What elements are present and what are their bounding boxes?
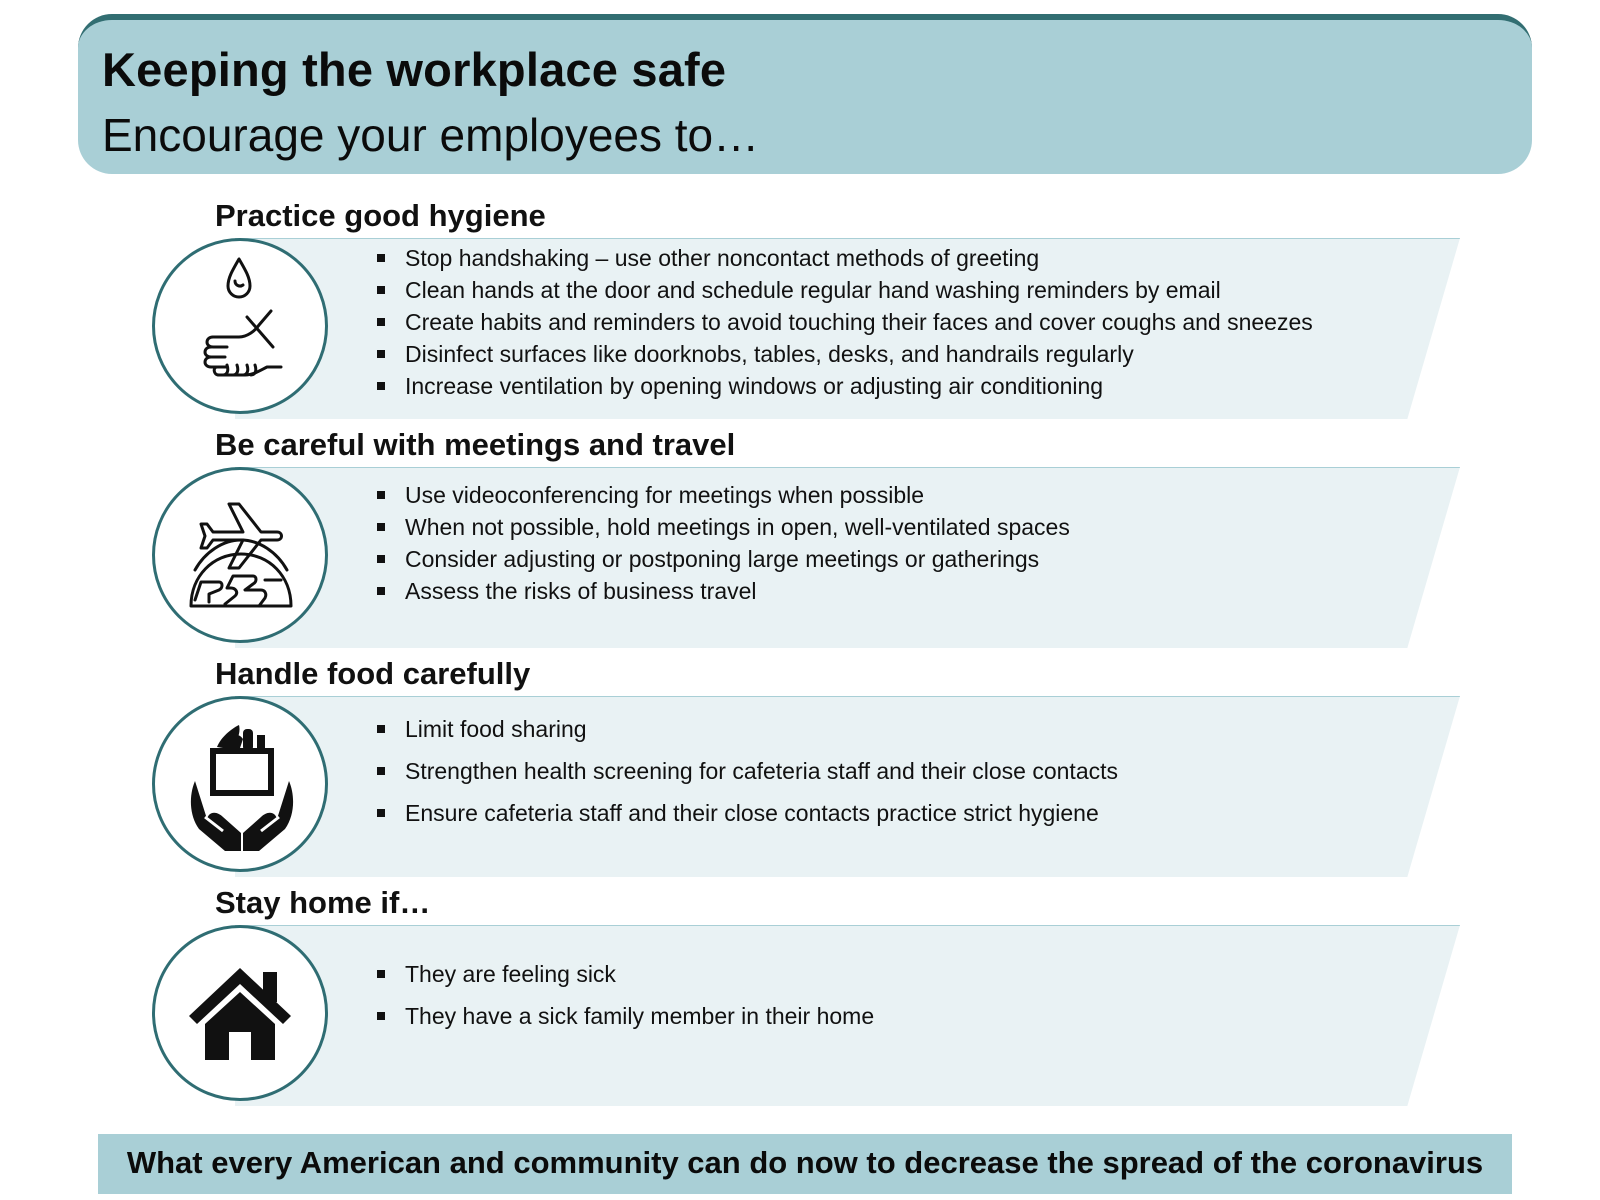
footer-banner [98,1134,1512,1194]
handwashing-icon [152,238,328,414]
list-item: When not possible, hold meetings in open, well-ventilated spaces [377,511,1070,543]
section-title: Be careful with meetings and travel [215,427,736,462]
list-item: Assess the risks of business travel [377,575,1070,607]
section-title: Stay home if… [215,885,431,920]
bullet-list [377,708,1118,834]
list-item: Create habits and reminders to avoid touching their faces and cover coughs and sneezes [377,306,1313,338]
list-item: Ensure cafeteria staff and their close contacts practice strict hygiene [377,792,1118,834]
list-item: Disinfect surfaces like doorknobs, tables, desks, and handrails regularly [377,338,1313,370]
page-subtitle: Encourage your employees to… [102,109,760,161]
list-item: Consider adjusting or postponing large meetings or gatherings [377,543,1070,575]
bullet-list [377,953,874,1037]
list-item: Strengthen health screening for cafeteria staff and their close contacts [377,750,1118,792]
list-item: They have a sick family member in their home [377,995,874,1037]
bullet-list [377,242,1313,402]
footer-text: What every American and community can do now to decrease the spread of the coronavirus [126,1145,1484,1180]
airplane-globe-icon [152,467,328,643]
list-item: Clean hands at the door and schedule regular hand washing reminders by email [377,274,1313,306]
list-item: Limit food sharing [377,708,1118,750]
list-item: They are feeling sick [377,953,874,995]
list-item: Increase ventilation by opening windows or adjusting air conditioning [377,370,1313,402]
section-stay-home [0,885,1600,1105]
section-title: Handle food carefully [215,656,531,691]
house-icon [152,925,328,1101]
header-banner [78,14,1532,174]
section-meetings-travel [0,427,1600,647]
section-title: Practice good hygiene [215,198,546,233]
section-food [0,656,1600,876]
list-item: Use videoconferencing for meetings when possible [377,479,1070,511]
page-title: Keeping the workplace safe [102,43,727,96]
bullet-list [377,479,1070,607]
food-in-hands-icon [152,696,328,872]
section-hygiene [0,198,1600,418]
list-item: Stop handshaking – use other noncontact methods of greeting [377,242,1313,274]
